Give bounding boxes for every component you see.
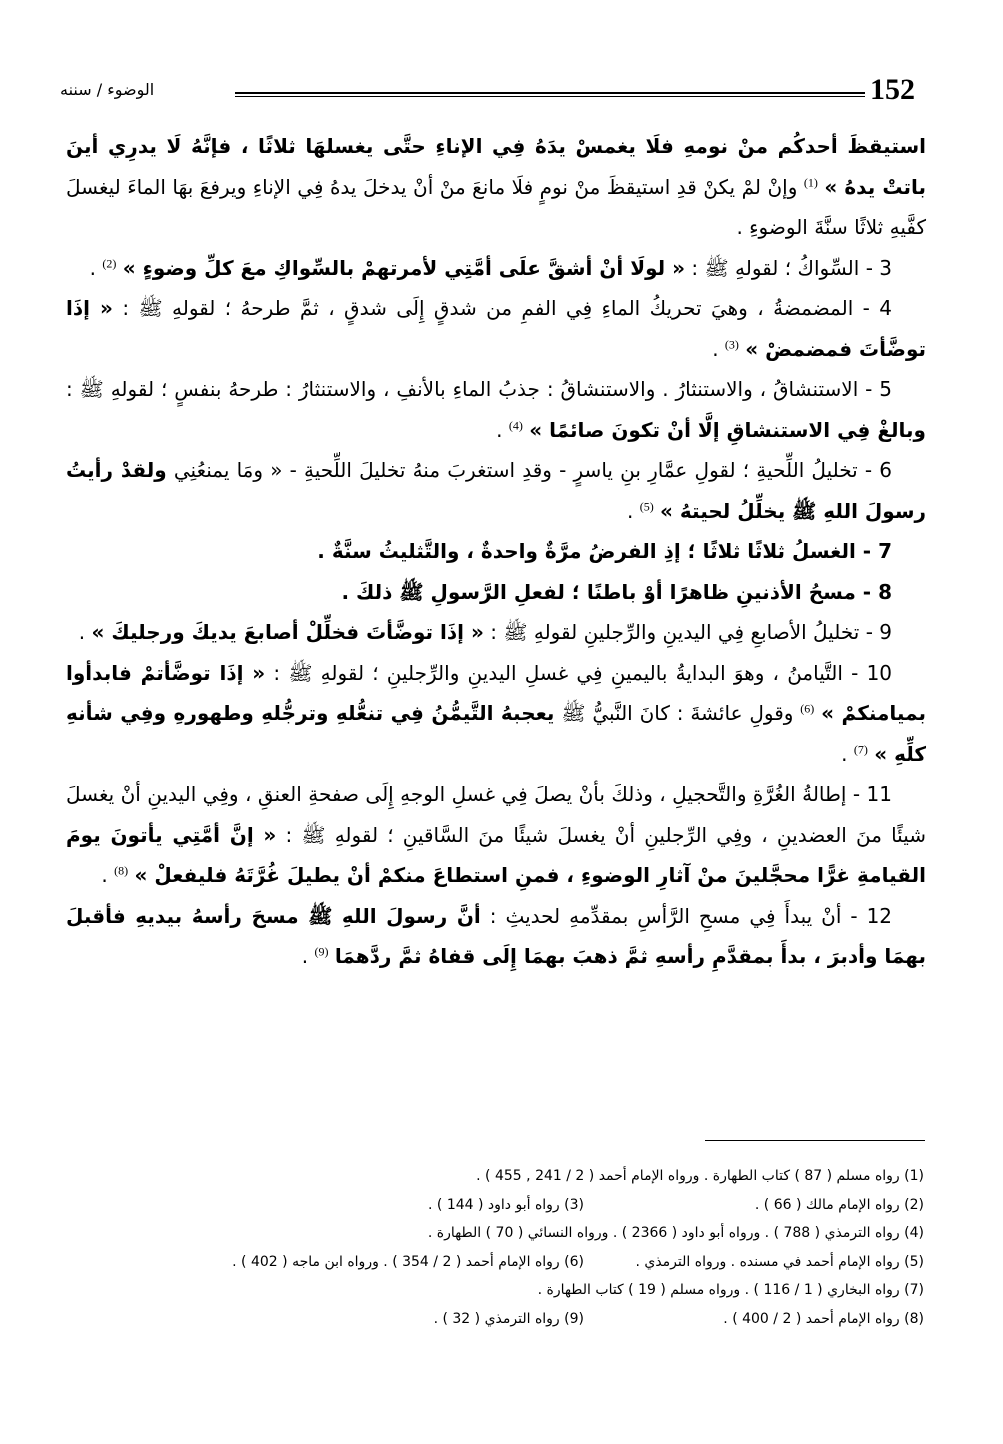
list-item-itala-ghurra xyxy=(66,774,926,896)
paragraph-continuation xyxy=(66,126,926,248)
item-lead: 5 - الاستنشاقُ ، والاستنثارُ . والاستنشاقُ : جذبُ الماءِ بالأنفِ ، والاستنثارُ : طرحهُ بنفسٍ ؛ لقولهِ ﷺ : xyxy=(66,377,892,401)
hadith-quote: « لولَا أنْ أشقَّ علَى أمَّتِي لأمرتهمْ بالسِّواكِ معَ كلِّ وضوءٍ » xyxy=(122,255,686,280)
list-item-siwak xyxy=(66,248,926,289)
footnote-ref-2: (7) xyxy=(853,741,868,756)
hadith-quote: استيقظَ أحدكُم منْ نومهِ فلَا يغمسْ يدَهُ فِي الإناءِ حتَّى يغسلهَا ثلاثًا ، فإنَّهُ لَا يدرِي أينَ باتتْ يدهُ » xyxy=(66,134,927,199)
footnote: (2) رواه الإمام مالك ( 66 ) . xyxy=(754,1196,924,1213)
list-item-mash-udhunayn: 8 - مسحُ الأذنينِ ظاهرًا أوْ باطنًا ؛ لفعلِ الرَّسولِ ﷺ ذلكَ . xyxy=(341,579,892,604)
item-lead: 9 - تخليلُ الأصابعِ فِي اليدينِ والرِّجلينِ لقولهِ ﷺ : xyxy=(490,620,892,644)
item-lead: 10 - التَّيامنُ ، وهوَ البدايةُ باليمينِ فِي غسلِ اليدينِ والرِّجلينِ ؛ لقولهِ ﷺ : xyxy=(273,660,893,685)
main-text xyxy=(66,126,926,977)
list-item-istinshaq xyxy=(66,369,926,450)
page-number: 152 xyxy=(870,73,915,106)
hadith-quote: « إذَا توضَّأتَ فمضمضْ » xyxy=(66,296,926,361)
footnote-ref: (4) xyxy=(508,417,523,432)
item-lead: 11 - إطالةُ الغُرَّةِ والتَّحجيلِ ، وذلكَ بأنْ يصلَ فِي غسلِ الوجهِ إِلَى صفحةِ العنقِ ، وفِي اليدينِ أنْ يغسلَ شيئًا منَ العضدينِ ، وفِي الرِّجلينِ أنْ يغسلَ شيئًا منَ السَّاقينِ ؛ لقولهِ ﷺ : xyxy=(66,782,926,847)
list-item-takhlil-asabi xyxy=(66,612,926,653)
footnote: (1) رواه مسلم ( 87 ) كتاب الطهارة . ورواه الإمام أحمد ( 2 / 241 , 455 ) . xyxy=(476,1168,924,1184)
footnote-line xyxy=(66,1305,924,1334)
footnote-ref: (5) xyxy=(639,498,654,513)
footnote-separator xyxy=(705,1140,925,1141)
hadith-quote-2: يعجبهُ التَّيمُّنُ فِي تنعُّلهِ وترجُّلهِ وطهورهِ وفِي شأنهِ كلِّهِ » xyxy=(66,701,926,766)
footnote: (5) رواه الإمام أحمد في مسنده . ورواه الترمذي . xyxy=(635,1253,924,1270)
footnote-ref: (3) xyxy=(724,336,739,351)
item-tail: . xyxy=(301,944,309,968)
hadith-quote: « إذَا توضَّأتَ فخلِّلْ أصابعَ يديكَ ورجليكَ » xyxy=(91,620,484,644)
list-item-mash-ras xyxy=(66,896,926,977)
item-tail: . xyxy=(101,863,108,887)
footnote-line xyxy=(66,1219,924,1248)
item-lead: 4 - المضمضةُ ، وهيَ تحريكُ الماءِ فِي الفمِ من شدقٍ إِلَى شدقٍ ، ثمَّ طرحهُ ؛ لقولهِ ﷺ : xyxy=(122,296,893,320)
item-tail: . xyxy=(841,741,848,766)
footnote: (6) رواه الإمام أحمد ( 2 / 354 ) . ورواه ابن ماجه ( 402 ) . xyxy=(232,1253,584,1270)
item-lead: 12 - أنْ يبدأَ فِي مسحِ الرَّأسِ بمقدِّمهِ لحديثِ : xyxy=(489,903,893,928)
footnotes xyxy=(66,1162,924,1333)
hadith-quote: ولقدْ رأيتُ رسولَ اللهِ ﷺ يخلِّلُ لحيتهُ » xyxy=(66,458,926,523)
footnote-line xyxy=(66,1248,924,1277)
footnote: (8) رواه الإمام أحمد ( 2 / 400 ) . xyxy=(723,1310,924,1327)
footnote-ref: (6) xyxy=(800,701,815,716)
running-title: الوضوء / سننه xyxy=(60,80,155,99)
footnote: (7) رواه البخاري ( 1 / 116 ) . ورواه مسلم ( 19 ) كتاب الطهارة . xyxy=(537,1282,924,1298)
hadith-quote: وبالغْ فِي الاستنشاقِ إلَّا أنْ تكونَ صائمًا » xyxy=(529,417,926,442)
hadith-quote: « إنَّ أمَّتِي يأتونَ يومَ القيامةِ غرًّا محجَّلينَ منْ آثارِ الوضوءِ ، فمنِ استطاعَ منكمْ أنْ يطيلَ غُرَّتَهُ فليفعلْ » xyxy=(66,822,926,887)
item-lead-2: وقولِ عائشةَ : كانَ النَّبيُّ ﷺ xyxy=(561,701,794,725)
header-rule xyxy=(235,92,865,97)
footnote-ref: (9) xyxy=(314,944,329,959)
list-item-tayamun xyxy=(66,653,926,775)
footnote-ref: (8) xyxy=(114,863,129,878)
footnote: (9) رواه الترمذي ( 32 ) . xyxy=(433,1310,584,1327)
item-tail: . xyxy=(496,417,503,442)
footnote-line xyxy=(66,1191,924,1220)
item-lead: 6 - تخليلُ اللِّحيةِ ؛ لقولِ عمَّارِ بنِ ياسرٍ - وقدِ استغربَ منهُ تخليلَ اللِّحيةِ - « ومَا يمنعُنِي xyxy=(173,458,892,482)
list-item-madmada xyxy=(66,288,926,369)
hadith-quote: « إذَا توضَّأتمْ فابدأوا بميامنكمْ » xyxy=(66,660,926,725)
item-tail: . xyxy=(89,255,97,280)
footnote-ref: (2) xyxy=(102,255,117,270)
item-tail: . xyxy=(712,336,719,361)
item-lead: 3 - السِّواكُ ؛ لقولهِ ﷺ : xyxy=(691,255,892,280)
list-item-takhlil-lihya xyxy=(66,450,926,531)
hadith-quote: أنَّ رسولَ اللهِ ﷺ مسحَ رأسهُ بيديهِ فأقبلَ بهمَا وأدبرَ ، بدأَ بمقدَّمِ رأسهِ ثمَّ ذهبَ بهمَا إِلَى قفاهُ ثمَّ ردَّهمَا xyxy=(66,903,926,968)
page-header xyxy=(60,70,920,110)
item-tail: . xyxy=(78,620,86,644)
footnote: (4) رواه الترمذي ( 788 ) . ورواه أبو داود ( 2366 ) . ورواه النسائي ( 70 ) الطهارة . xyxy=(427,1225,924,1241)
list-item-ghasl: 7 - الغسلُ ثلاثًا ثلاثًا ؛ إذِ الفرضُ مرَّةٌ واحدةٌ ، والتَّثليثُ سنَّةٌ . xyxy=(317,539,892,563)
item-tail: . xyxy=(626,498,634,523)
footnote-line xyxy=(66,1276,924,1305)
paragraph-text: وإنْ لمْ يكنْ قدِ استيقظَ منْ نومٍ فلَا مانعَ منْ أنْ يدخلَ يدهُ فِي الإناءِ ويرفعَ بهَا الماءَ ليغسلَ كفَّيهِ ثلاثًا سنَّةَ الوضوءِ . xyxy=(66,174,926,239)
footnote-line xyxy=(66,1162,924,1191)
footnote: (3) رواه أبو داود ( 144 ) . xyxy=(428,1196,584,1213)
footnote-ref: (1) xyxy=(803,174,818,189)
